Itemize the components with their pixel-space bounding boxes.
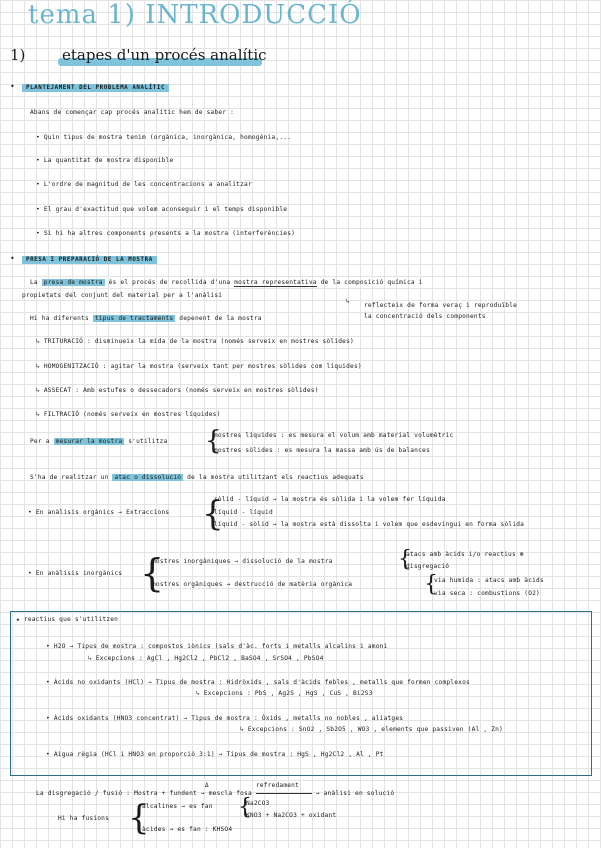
text-line [30,438,168,445]
text-line: Abans de començar cap procés analític hem de saber : [30,109,235,116]
subsection-title-2: PRESA I PREPARACIÓ DE LA MOSTRA [22,256,157,264]
text-line [30,474,364,481]
text-line: mostres inorgàniques → dissolució de la mostra [152,558,333,565]
exceptions-line: ↳ Excepcions : SnO2 , Sb2O5 , WO3 , elements que passiven (Al , Zn) [240,726,503,733]
brace: { [238,795,252,820]
highlight-term: atac o dissolució [114,474,182,481]
list-item: ↳ ASSECAT : Amb estufes o dessecadors (només serveix en mostres sòlides) [36,387,319,394]
flame-icon: ⊛ [519,551,524,558]
text-line: líquid - sòlid → la mostra està dissolta i volem que esdevingui en forma sòlida [214,521,525,528]
text-line: reflecteix de forma veraç i reproduïble [364,302,518,309]
text-fragment: depenent de la mostra [179,315,262,322]
text-line: sòlid - líquid → la mostra és sòlida i la volem fer líquida [214,496,446,503]
text-fragment: atacs amb àcids i/o reactius [406,551,516,558]
text-fragment: s'utilitza [128,438,168,445]
bullet-dot: • [10,254,15,263]
text-line: líquid - líquid [214,509,273,516]
text-line: àcides → es fan : KHSO4 [142,826,233,833]
exceptions-line: ↳ Excepcions : PbS , Ag2S , HgS , CuS , Bi2S3 [196,690,373,697]
text-line: KNO3 + Na2CO3 + oxidant [246,812,337,819]
text-line: mostres sòlides : es mesura la massa amb ús de balances [214,447,430,454]
list-item: • Àcids oxidants (HNO3 concentrat) → Tipus de mostra : Òxids , metalls no nobles , aliatges [46,715,404,722]
text-line: mostres líquides : es mesura el volum amb material volumètric [214,432,454,439]
text-line [406,551,524,558]
text-line [30,315,262,322]
highlight-term: tipus de tractaments [94,315,174,322]
text-fragment: TRITURACIÓ : disminueix la mida de la mostra (només serveix en mostres sòlides) [43,338,354,345]
list-item: ↳ FILTRACIÓ (només serveix en mostres líquides) [36,411,221,418]
brace: { [140,551,165,595]
list-item: • H2O → Tipus de mostra : compostos iònics (sals d'àc. forts i metalls alcalins i amoni [46,643,388,650]
list-item: ↳ HOMOGENITZACIÓ : agitar la mostra (serveix tant per mostres sòlides com líquides) [36,363,362,370]
cooling-label: refredament [255,782,300,789]
text-line: alcalines → es fan [142,803,213,810]
text-line [30,279,423,286]
text-fragment: Per a [30,438,50,445]
text-fragment: HOMOGENITZACIÓ : agitar la mostra (serveix tant per mostres sòlides com líquides) [43,363,362,370]
underlined-term: mostra representativa [234,279,317,286]
text-line: disgregació [406,563,450,570]
page-title: tema 1) INTRODUCCIÓ [28,0,362,30]
text-line: • En anàlisis orgànics → Extraccions [28,509,170,516]
text-line: Na2CO3 [246,800,270,807]
list-item: • Àcids no oxidants (HCl) → Tipus de mostra : Hidròxids , sals d'àcids febles , metalls que formen complexos [46,679,470,686]
list-item: • El grau d'exactitud que volem aconseguir i el temps disponible [36,206,288,213]
brace: { [202,494,224,534]
brace: { [128,798,150,838]
text-line: propietats del conjunt del material per a l'anàlisi [22,292,223,299]
text-fragment: de la composició química i [320,279,423,286]
brace: { [205,426,222,456]
list-item: • Aigua règia (HCl i HNO3 en proporció 3:1) → Tipus de mostra : HgS , Hg2Cl2 , Al , Pt [46,751,384,758]
text-fragment: FILTRACIÓ (només serveix en mostres líquides) [43,411,221,418]
text-fragment: S'ha de realitzar un [30,474,109,481]
text-line: Hi ha fusions [58,815,110,822]
list-item: • La quantitat de mostra disponible [36,157,174,164]
text-line: la concentració dels components [364,313,486,320]
list-item: • Quin tipus de mostra tenim (orgànica, inorgànica, homogènia,... [36,134,292,141]
text-fragment: → mescla fosa [200,790,252,797]
text-fragment: Hi ha diferents [30,315,89,322]
highlight-term: presa de mostra [43,279,103,286]
text-fragment: → anàlisi en solució [315,790,395,797]
list-item: • Si hi ha altres components presents a la mostra (interferències) [36,230,296,237]
exceptions-line: ↳ Excepcions : AgCl , Hg2Cl2 , PbCl2 , BaSO4 , SrSO4 , PbSO4 [88,655,324,662]
text-line [36,782,395,797]
list-item: ↳ TRITURACIÓ : disminueix la mida de la mostra (només serveix en mostres sòlides) [36,338,354,345]
arrow-icon: ↳ [346,298,350,305]
text-line: mostres orgàniques → destrucció de matèria orgànica [152,581,353,588]
delta-symbol: Δ [204,782,209,789]
text-fragment: La disgregació / fusió : Mostra + fundent [36,790,197,797]
text-line: • En anàlisis inorgànics [28,570,123,577]
text-line: via humida : atacs amb àcids [434,577,544,584]
text-fragment: ASSECAT : Amb estufes o dessecadors (només serveix en mostres sòlides) [43,387,319,394]
section-heading: etapes d'un procés analític [62,46,267,64]
bullet-dot: • [10,82,15,91]
heading-number: 1) [10,46,26,64]
text-line: via seca : combustions (O2) [434,590,540,597]
text-fragment: és el procés de recollida d'una [108,279,231,286]
text-fragment: de la mostra utilitzant els reactius adequats [187,474,364,481]
brace: { [398,547,412,572]
text-fragment: La [30,279,38,286]
box-title: ★ reactius que s'utilitzen [16,616,119,623]
subsection-title-1: PLANTEJAMENT DEL PROBLEMA ANALÍTIC [22,84,169,92]
brace: { [424,572,438,597]
list-item: • L'ordre de magnitud de les concentracions a analitzar [36,181,252,188]
cooling-arrow [255,782,312,797]
highlight-term: mesurar la mostra [55,438,123,445]
